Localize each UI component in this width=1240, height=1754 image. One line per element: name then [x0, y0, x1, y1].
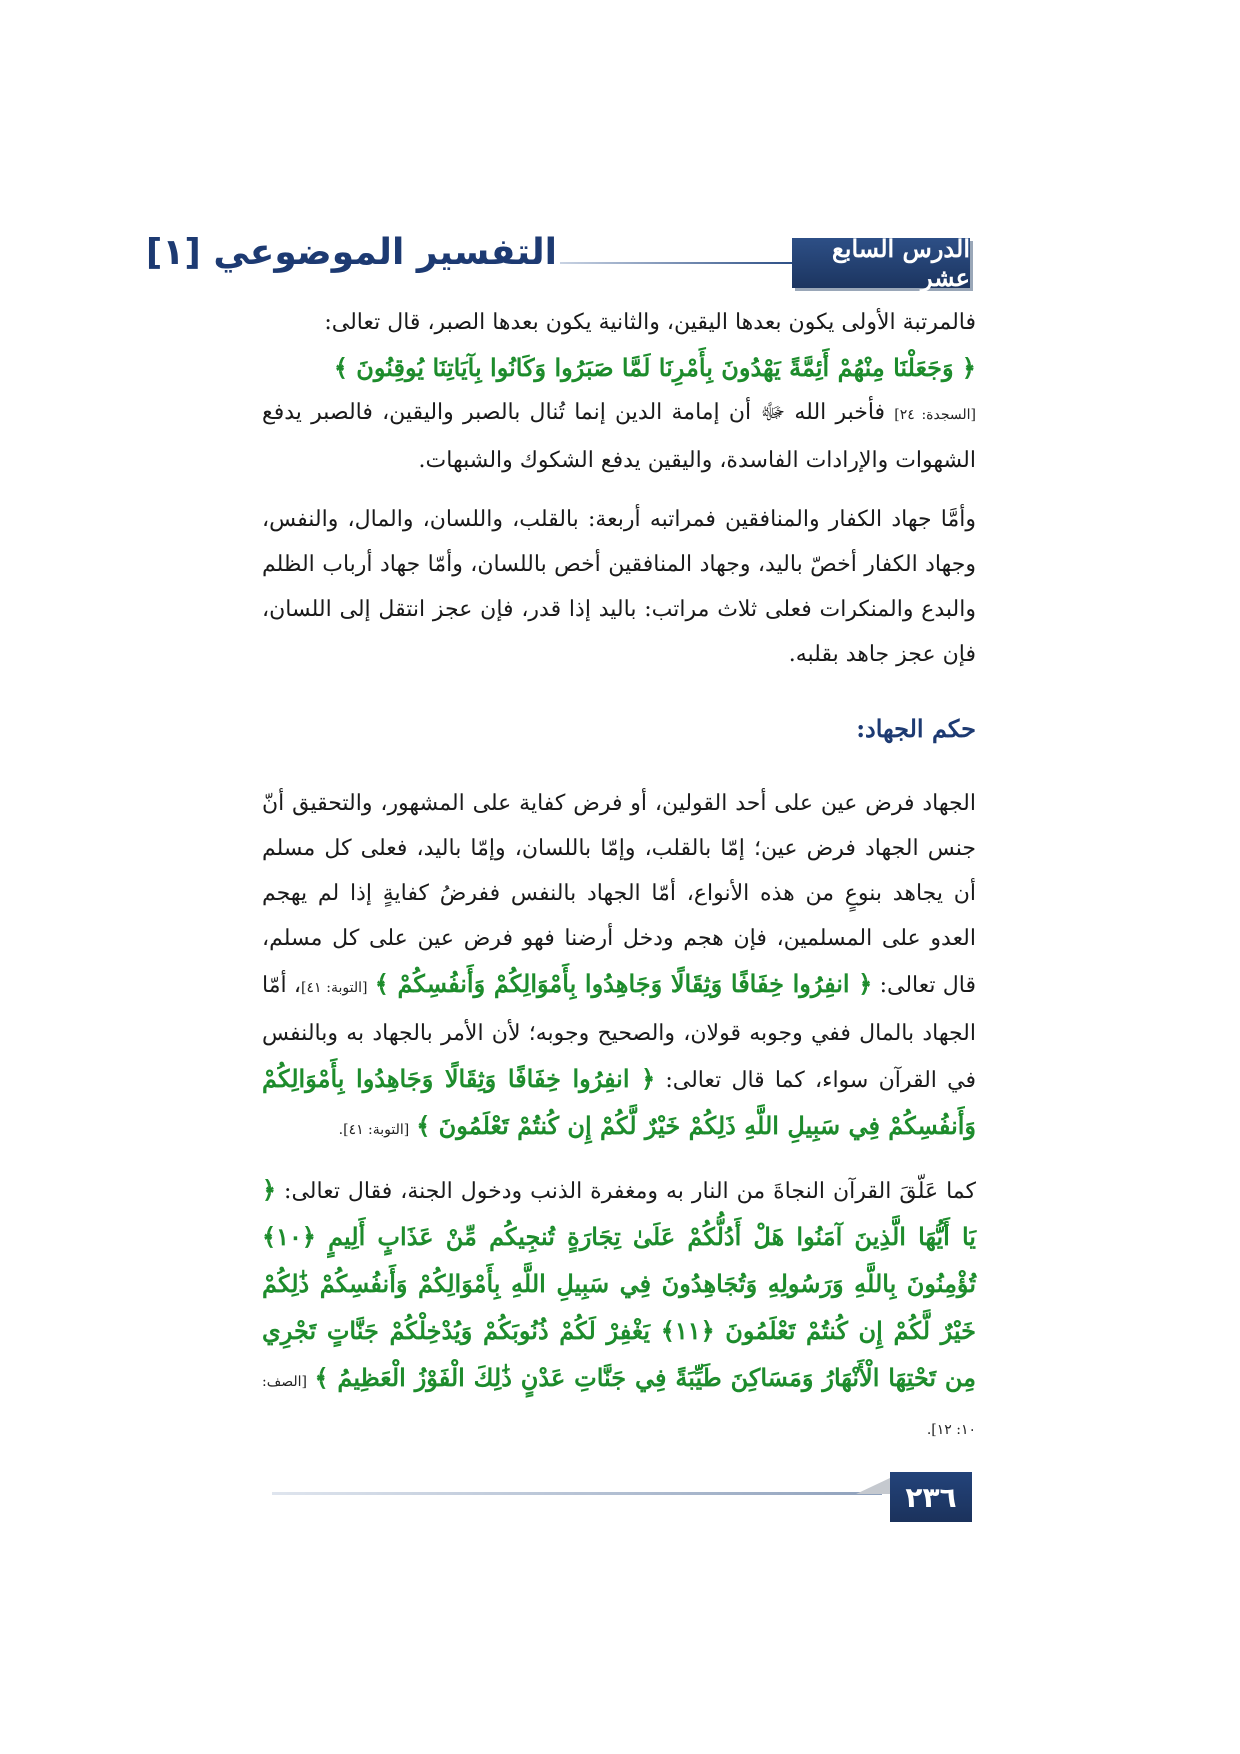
paragraph-text: الجهاد فرض عين على أحد القولين، أو فرض كفاية على المشهور، والتحقيق أنّ جنس الجهاد فرض عين؛ إمّا بالقلب، وإمّا باللسان، وإمّا باليد، فعلى كل مسلم أن يجاهد بنوعٍ من هذه الأنواع، أمّا الجهاد بالنفس ففرضُ كفايةٍ إذا لم يهجم العدو على المسلمين، فإن هجم ودخل أرضنا فهو فرض عين على كل مسلم، قال تعالى:	[262, 791, 977, 998]
paragraph-text: ، أمّا الجهاد بالمال ففي وجوبه قولان، والصحيح وجوبه؛ لأن الأمر بالجهاد به وبالنفس في القرآن سواء، كما قال تعالى:	[262, 973, 976, 1093]
page-number: ٢٣٦	[890, 1472, 972, 1522]
quran-verse: ﴿ انفِرُوا خِفَافًا وَثِقَالًا وَجَاهِدُوا بِأَمْوَالِكُمْ وَأَنفُسِكُمْ فِي سَبِيلِ اللَّهِ ذَلِكُمْ خَيْرٌ لَّكُمْ إِن كُنتُمْ تَعْلَمُونَ ﴾	[262, 1064, 976, 1140]
section-heading: حكم الجهاد:	[856, 714, 976, 743]
quran-verse: ﴿ يَا أَيُّهَا الَّذِينَ آمَنُوا هَلْ أَدُلُّكُمْ عَلَىٰ تِجَارَةٍ تُنجِيكُم مِّنْ عَذَابٍ أَلِيمٍ ﴿١٠﴾ تُؤْمِنُونَ بِاللَّهِ وَرَسُولِهِ وَتُجَاهِدُونَ فِي سَبِيلِ اللَّهِ بِأَمْوَالِكُمْ وَأَنفُسِكُمْ ذَٰلِكُمْ خَيْرٌ لَّكُمْ إِن كُنتُمْ تَعْلَمُونَ ﴿١١﴾ يَغْفِرْ لَكُمْ ذُنُوبَكُمْ وَيُدْخِلْكُمْ جَنَّاتٍ تَجْرِي مِن تَحْتِهَا الْأَنْهَارُ وَمَسَاكِنَ طَيِّبَةً فِي جَنَّاتِ عَدْنٍ ذَٰلِكَ الْفَوْزُ الْعَظِيمُ ﴾	[262, 1175, 976, 1392]
verse-reference: [السجدة: ٢٤]	[894, 407, 976, 423]
paragraph-text: فالمرتبة الأولى يكون بعدها اليقين، والثانية يكون بعدها الصبر، قال تعالى:	[324, 310, 976, 335]
paragraph-jihad-ruling	[262, 781, 976, 1153]
paragraph-text: كما عَلّقَ القرآن النجاةَ من النار به ومغفرة الذنب ودخول الجنة، فقال تعالى:	[284, 1179, 976, 1204]
body-text	[262, 300, 976, 1467]
paragraph-text: وأمَّا جهاد الكفار والمنافقين فمراتبه أربعة: بالقلب، واللسان، والمال، والنفس، وجهاد الكفار أخصّ باليد، وجهاد المنافقين أخص باللسان، وأمّا جهاد أرباب الظلم والبدع والمنكرات فعلى ثلاث مراتب: باليد إذا قدر، فإن عجز انتقل إلى اللسان، فإن عجز جاهد بقلبه.	[262, 507, 976, 667]
paragraph-jihad-ranks	[262, 497, 976, 677]
verse-reference: [التوبة: ٤١]	[301, 980, 368, 996]
verse-reference: [الصف: ١٠: ١٢].	[262, 1374, 976, 1438]
paragraph-text: فأخبر الله ﷻ أن إمامة الدين إنما تُنال بالصبر واليقين، فالصبر يدفع الشهوات والإرادات الفاسدة، واليقين يدفع الشكوك والشبهات.	[262, 400, 976, 473]
header-divider	[560, 262, 792, 264]
quran-verse: ﴿ انفِرُوا خِفَافًا وَثِقَالًا وَجَاهِدُوا بِأَمْوَالِكُمْ وَأَنفُسِكُمْ ﴾	[374, 969, 873, 998]
verse-reference: [التوبة: ٤١].	[338, 1122, 410, 1138]
paragraph-salvation	[262, 1167, 976, 1453]
series-title: التفسير الموضوعي [١]	[145, 232, 557, 273]
lesson-label: الدرس السابع عشر	[792, 238, 970, 288]
footer-divider	[272, 1492, 882, 1495]
quran-verse: ﴿ وَجَعَلْنَا مِنْهُمْ أَئِمَّةً يَهْدُونَ بِأَمْرِنَا لَمَّا صَبَرُوا وَكَانُوا بِآيَاتِنَا يُوقِنُونَ ﴾	[333, 353, 976, 382]
footer-wedge	[856, 1478, 890, 1494]
paragraph-ranks	[262, 300, 976, 483]
